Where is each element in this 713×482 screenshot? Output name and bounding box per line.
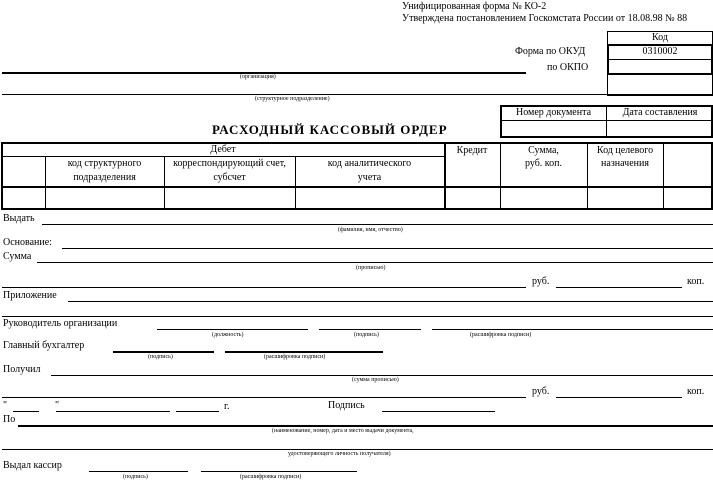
- issue-label: Выдать: [3, 213, 35, 224]
- received-rub-label: руб.: [532, 386, 550, 397]
- credit-header: Кредит: [456, 145, 488, 156]
- debet-header: Дебет: [210, 144, 236, 155]
- cashier-signature-caption: (подпись): [123, 474, 148, 480]
- head-position-line: [157, 329, 308, 330]
- division-line: [2, 94, 713, 95]
- analytic-header-2: учета: [357, 172, 382, 183]
- purpose-header-1: Код целевого: [596, 145, 654, 156]
- header-bottom-line: [2, 186, 712, 188]
- okpo-label: по ОКПО: [547, 62, 589, 73]
- cashier-decode-line: [201, 471, 357, 472]
- sum-kop-line: [556, 287, 682, 288]
- received-kop-line: [556, 397, 682, 398]
- struct-header-2: подразделения: [73, 172, 136, 183]
- received-kop-label: коп.: [687, 386, 705, 397]
- okud-value: 0310002: [642, 46, 678, 57]
- struct-header-1: код структурного: [67, 158, 142, 169]
- signature-line: [382, 411, 495, 412]
- sum-header-1: Сумма,: [528, 145, 559, 156]
- okud-label: Форма по ОКУД: [515, 46, 586, 57]
- date-quote-open: ": [3, 400, 8, 411]
- col-divider-last: [663, 143, 664, 209]
- code-header: Код: [652, 32, 668, 43]
- doc-name-caption: (наименование, номер, дата и место выдачи документа,: [272, 428, 414, 434]
- identity-caption: удостоверяющего личность получателя): [288, 451, 391, 457]
- form-code-line: Унифицированная форма № КО-2: [402, 1, 547, 12]
- fio-caption: (фамилия, имя, отчество): [338, 227, 403, 233]
- doc-number-header: Номер документа: [515, 107, 592, 118]
- sum-line-2: [2, 287, 526, 288]
- date-month-line: [56, 411, 170, 412]
- attachment-line: [68, 301, 713, 302]
- cashier-signature-line: [89, 471, 188, 472]
- head-signature-caption: (подпись): [354, 332, 379, 338]
- propis-caption: (прописью): [356, 265, 386, 271]
- accountant-decode-line: [225, 351, 383, 353]
- sum-line: [37, 262, 713, 263]
- date-day-line: [13, 411, 39, 412]
- attachment-label: Приложение: [3, 290, 57, 301]
- date-year-line: [176, 411, 219, 412]
- accountant-decode-caption: (расшифровка подписи): [264, 354, 326, 360]
- head-signature-line: [319, 329, 421, 330]
- head-decode-line: [432, 329, 713, 330]
- head-label: Руководитель организации: [3, 318, 118, 329]
- account-header-1: корреспондирующий счет,: [173, 158, 286, 169]
- cashier-decode-caption: (расшифровка подписи): [240, 474, 302, 480]
- cashier-label: Выдал кассир: [3, 460, 62, 471]
- accountant-signature-line: [113, 351, 214, 353]
- po-line-2: [2, 449, 713, 450]
- analytic-header-1: код аналитического: [327, 158, 412, 169]
- sum-rub-label: руб.: [532, 276, 550, 287]
- accountant-signature-caption: (подпись): [148, 354, 173, 360]
- accountant-label: Главный бухгалтер: [3, 340, 85, 351]
- division-caption: (структурное подразделение): [255, 96, 330, 102]
- basis-label: Основание:: [3, 237, 52, 248]
- form-approval-line: Утверждена постановлением Госкомстата России от 18.08.98 № 88: [402, 13, 688, 24]
- received-label: Получил: [3, 364, 41, 375]
- sum-kop-label: коп.: [687, 276, 705, 287]
- issue-line: [42, 224, 713, 225]
- received-line-2: [2, 397, 526, 398]
- signature-label: Подпись: [328, 400, 365, 411]
- sum-label: Сумма: [3, 251, 32, 262]
- form-title: РАСХОДНЫЙ КАССОВЫЙ ОРДЕР: [212, 122, 448, 137]
- organization-caption: (организация): [240, 74, 276, 80]
- po-label: По: [3, 414, 16, 425]
- head-decode-caption: (расшифровка подписи): [470, 332, 532, 338]
- doc-date-header: Дата составления: [622, 107, 698, 118]
- sum-propis-caption: (сумма прописью): [352, 377, 399, 383]
- head-position-caption: (должность): [212, 332, 244, 338]
- purpose-header-2: назначения: [601, 158, 649, 169]
- debet-header-line: [2, 156, 444, 157]
- date-year-label: г.: [224, 401, 230, 412]
- received-line: [51, 375, 713, 376]
- basis-line: [62, 248, 713, 249]
- date-quote-close: ": [55, 400, 60, 411]
- account-header-2: субсчет: [213, 172, 246, 183]
- sum-header-2: руб. коп.: [524, 158, 563, 169]
- okud-divider: [608, 59, 712, 60]
- attachment-line-2: [2, 316, 713, 317]
- po-line: [18, 425, 713, 427]
